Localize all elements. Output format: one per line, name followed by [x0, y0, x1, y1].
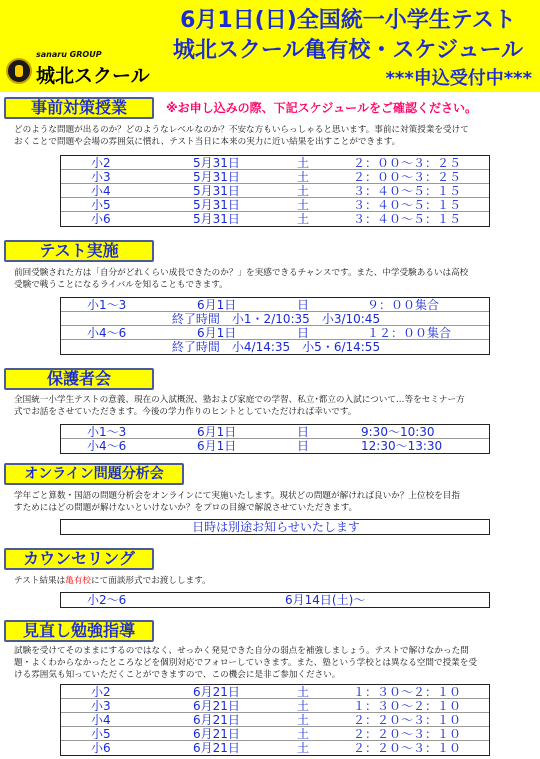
table-row: 小5 6月21日 土 ２：２０～３：１０	[61, 727, 489, 741]
header-banner	[0, 0, 540, 92]
table-row: 小4～6 6月1日 日 １２：００集合	[61, 326, 489, 340]
counseling-description: テスト結果は亀有校にて面談形式でお渡しします。	[14, 576, 211, 586]
section-heading-pre-class: 事前対策授業	[4, 97, 154, 119]
pre-class-description: どのような問題が出るのか？どのようなレベルなのか？不安な方もいらっしゃると思います。事前に対策授業を受けて おくことで問題や会場の雰囲気に慣れ、テスト当日に本来の実力に近い結果を出すことができます。	[14, 125, 469, 147]
table-row: 小4 5月31日 土 ３：４０～５：１５	[61, 184, 489, 198]
table-row: 日時は別途お知らせいたします	[192, 520, 360, 534]
logo-emblem-icon	[6, 58, 32, 84]
table-row: 小5 5月31日 土 ３：４０～５：１５	[61, 198, 489, 212]
test-schedule-table	[60, 297, 490, 355]
table-row: 終了時間 小1・2/10:35 小3/10:45	[61, 312, 489, 326]
test-description: 前回受験された方は「自分がどれくらい成長できたのか？」を実感できるチャンスです。また、中学受験あるいは高校 受験で戦うことになるライバルを知ることもできます。	[14, 268, 469, 290]
table-row: 小2 5月31日 土 ２：００～３：２５	[61, 156, 489, 170]
table-row: 小6 6月21日 土 ２：２０～３：１０	[91, 741, 462, 755]
logo-group-text: sanaru GROUP	[36, 50, 102, 59]
school-logo	[4, 46, 154, 88]
online-schedule-table	[60, 519, 490, 535]
section-heading-review: 見直し勉強指導	[4, 620, 154, 642]
page-subtitle: 城北スクール亀有校・スケジュール	[172, 38, 524, 63]
table-row: 小3 6月21日 土 １：３０～２：１０	[61, 699, 489, 713]
table-row: 終了時間 小4/14:35 小5・6/14:55	[171, 340, 381, 354]
review-description: 試験を受けてそのままにするのではなく、せっかく発見できた自分の弱点を補強しましょう。テストで解けなかった問 題・よくわからなかったところなどを個別対応でフォローしていきます。また、塾という学校とは異なる空間で授業を受 ける雰囲気も知っていただくことができますので、この機会に是非ご参加ください。	[14, 646, 477, 680]
section-heading-parents: 保護者会	[4, 368, 154, 390]
pre-class-schedule-table	[60, 155, 490, 227]
table-row: 小1～3 6月1日 日 9:30～10:30	[61, 425, 489, 439]
logo-name-text: 城北スクール	[36, 65, 150, 87]
page-title: 6月1日(日)全国統一小学生テスト	[180, 8, 516, 33]
status-banner: ***申込受付中***	[385, 68, 532, 89]
notice-text: ※お申し込みの際、下記スケジュールをご確認ください。	[166, 101, 477, 115]
table-row: 小3 5月31日 土 ２：００～３：２５	[61, 170, 489, 184]
review-schedule-table	[60, 684, 490, 756]
parents-description: 全国統一小学生テストの意義、現在の入試概況、塾および家庭での学習、私立･都立の入試について…等をセミナー方 式でお話をさせていただきます。今後の学力作りのヒントとしていただければ幸いです。	[14, 395, 465, 417]
parents-schedule-table	[60, 424, 490, 454]
online-description: 学年ごと算数・国語の問題分析会をオンラインにて実施いたします。現状どの問題が解ければ良いか？上位校を目指 すためにはどの問題が解けないといけないか？をプロの目線で解説させていただきます。	[14, 491, 460, 513]
section-heading-counseling: カウンセリング	[4, 548, 154, 570]
table-row: 小4～6 6月1日 日 12:30～13:30	[87, 439, 443, 453]
table-row: 小2 6月21日 土 １：３０～２：１０	[61, 685, 489, 699]
section-heading-test: テスト実施	[4, 240, 154, 262]
table-row: 小1～3 6月1日 日 ９：００集合	[61, 298, 489, 312]
table-row: 小2～6 6月14日(土)～	[87, 593, 366, 607]
counseling-schedule-table	[60, 592, 490, 608]
table-row: 小4 6月21日 土 ２：２０～３：１０	[61, 713, 489, 727]
table-row: 小6 5月31日 土 ３：４０～５：１５	[91, 212, 462, 226]
section-heading-online: オンライン問題分析会	[4, 463, 184, 485]
